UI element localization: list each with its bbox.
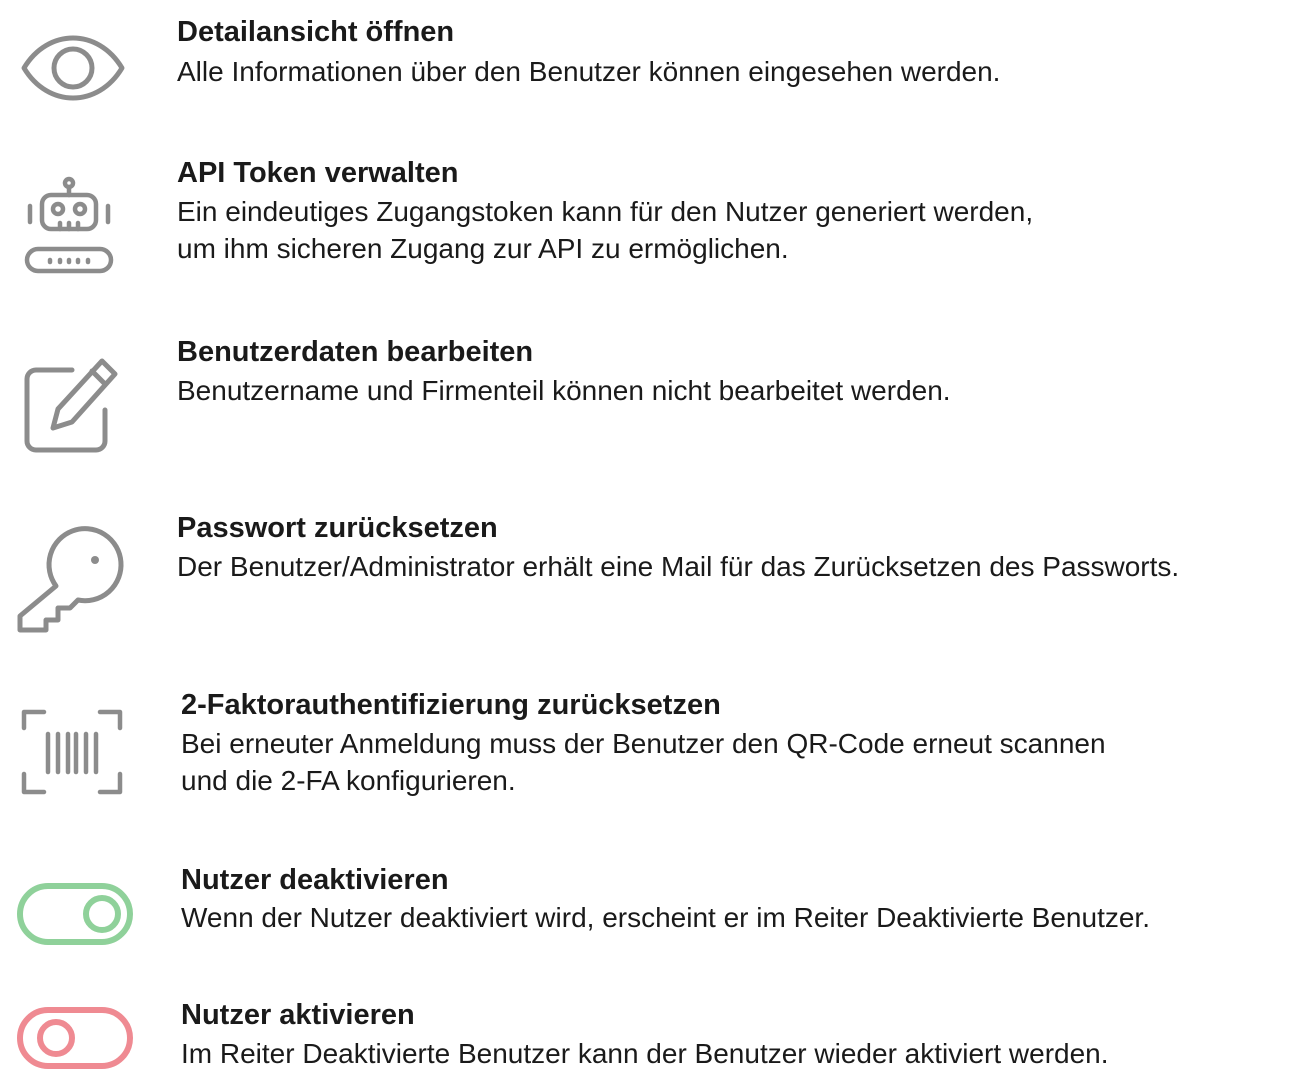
toggle-off-icon: [16, 1004, 134, 1072]
barcode-scan-icon: [18, 704, 126, 798]
entry-description: Ein eindeutiges Zugangstoken kann für den Nutzer generiert werden,: [177, 196, 1034, 227]
entry-description: Benutzername und Firmenteil können nicht bearbeitet werden.: [177, 375, 951, 406]
key-icon: [12, 524, 132, 636]
entry-title: 2-Faktorauthentifizierung zurücksetzen: [181, 689, 721, 721]
entry-title: Benutzerdaten bearbeiten: [177, 336, 534, 368]
entry-title: Nutzer deaktivieren: [181, 864, 449, 896]
entry-description: Wenn der Nutzer deaktiviert wird, erscheint er im Reiter Deaktivierte Benutzer.: [181, 902, 1150, 933]
entry-title: Detailansicht öffnen: [177, 16, 455, 48]
entry-description: Bei erneuter Anmeldung muss der Benutzer den QR-Code erneut scannen: [181, 728, 1106, 759]
entry-description: und die 2-FA konfigurieren.: [181, 765, 516, 796]
edit-icon: [20, 352, 124, 456]
toggle-on-icon: [16, 880, 134, 948]
entry-title: Nutzer aktivieren: [181, 999, 415, 1031]
entry-description: Im Reiter Deaktivierte Benutzer kann der Benutzer wieder aktiviert werden.: [181, 1038, 1109, 1069]
entry-title: Passwort zurücksetzen: [177, 512, 498, 544]
entry-title: API Token verwalten: [177, 157, 459, 189]
entry-description: um ihm sicheren Zugang zur API zu ermöglichen.: [177, 233, 789, 264]
entry-description: Alle Informationen über den Benutzer können eingesehen werden.: [177, 56, 1001, 87]
eye-icon: [18, 26, 128, 110]
entry-description: Der Benutzer/Administrator erhält eine Mail für das Zurücksetzen des Passworts.: [177, 551, 1180, 582]
robot-icon: [22, 176, 116, 276]
